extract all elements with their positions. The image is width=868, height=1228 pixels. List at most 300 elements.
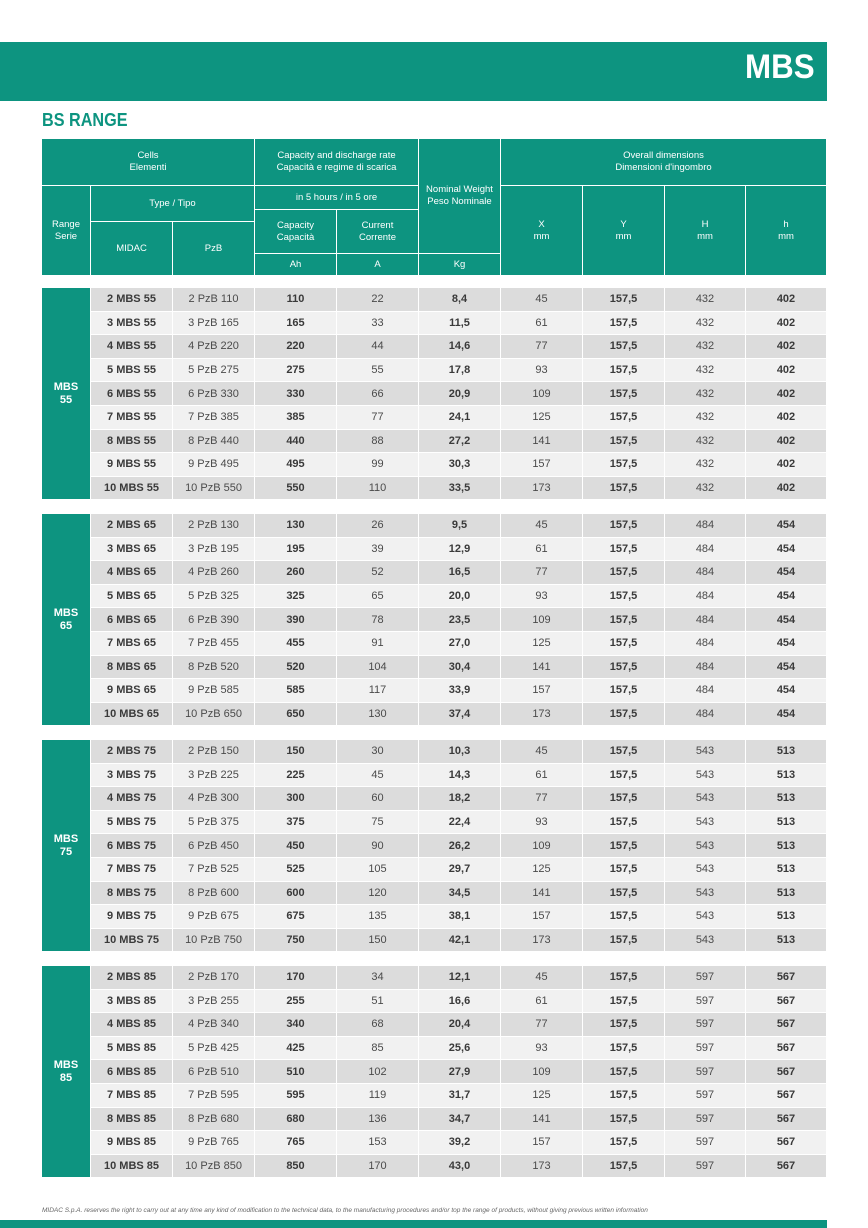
- table-cell: 68: [337, 1013, 419, 1036]
- table-row: [91, 453, 827, 476]
- table-cell: 141: [501, 430, 583, 453]
- brand-title: MBS: [745, 48, 815, 86]
- table-cell: 109: [501, 382, 583, 405]
- table-cell: 402: [746, 335, 827, 358]
- table-cell: 27,2: [419, 430, 501, 453]
- table-cell: 157,5: [583, 453, 665, 476]
- table-cell: 4 MBS 75: [91, 787, 173, 810]
- table-cell: 585: [255, 679, 337, 702]
- table-cell: 157,5: [583, 585, 665, 608]
- table-cell: 136: [337, 1108, 419, 1131]
- table-cell: 99: [337, 453, 419, 476]
- table-cell: 157,5: [583, 608, 665, 631]
- table-cell: 597: [665, 1084, 746, 1107]
- table-cell: 26,2: [419, 834, 501, 857]
- table-cell: 157,5: [583, 359, 665, 382]
- header-unit-a: A: [337, 254, 419, 276]
- table-cell: 567: [746, 1037, 827, 1060]
- table-cell: 550: [255, 477, 337, 500]
- table-cell: 402: [746, 430, 827, 453]
- table-cell: 513: [746, 811, 827, 834]
- table-cell: 45: [501, 288, 583, 311]
- header-unit-ah: Ah: [255, 254, 337, 276]
- table-cell: 55: [337, 359, 419, 382]
- table-cell: 31,7: [419, 1084, 501, 1107]
- table-cell: 300: [255, 787, 337, 810]
- table-cell: 3 MBS 55: [91, 312, 173, 335]
- table-row: [91, 632, 827, 655]
- table-cell: 543: [665, 882, 746, 905]
- table-cell: 850: [255, 1155, 337, 1178]
- table-cell: 595: [255, 1084, 337, 1107]
- table-cell: 27,0: [419, 632, 501, 655]
- table-cell: 4 PzB 300: [173, 787, 255, 810]
- header-pzb: PzB: [173, 222, 255, 276]
- table-cell: 454: [746, 632, 827, 655]
- table-cell: 5 MBS 85: [91, 1037, 173, 1060]
- table-cell: 543: [665, 787, 746, 810]
- table-cell: 567: [746, 1108, 827, 1131]
- table-cell: 675: [255, 905, 337, 928]
- table-cell: 402: [746, 453, 827, 476]
- table-cell: 425: [255, 1037, 337, 1060]
- table-cell: 61: [501, 312, 583, 335]
- table-cell: 9 PzB 765: [173, 1131, 255, 1154]
- table-cell: 157,5: [583, 1060, 665, 1083]
- table-cell: 432: [665, 359, 746, 382]
- table-cell: 484: [665, 514, 746, 537]
- table-cell: 7 MBS 55: [91, 406, 173, 429]
- table-cell: 22: [337, 288, 419, 311]
- table-cell: 110: [337, 477, 419, 500]
- table-row: [91, 1084, 827, 1107]
- table-cell: 5 MBS 65: [91, 585, 173, 608]
- table-cell: 432: [665, 382, 746, 405]
- table-cell: 10 MBS 85: [91, 1155, 173, 1178]
- table-cell: 8 MBS 65: [91, 656, 173, 679]
- table-cell: 402: [746, 406, 827, 429]
- table-cell: 16,5: [419, 561, 501, 584]
- table-cell: 42,1: [419, 929, 501, 952]
- table-cell: 454: [746, 656, 827, 679]
- table-row: [91, 1037, 827, 1060]
- table-cell: 513: [746, 882, 827, 905]
- table-cell: 117: [337, 679, 419, 702]
- table-cell: 170: [337, 1155, 419, 1178]
- table-cell: 8 PzB 520: [173, 656, 255, 679]
- table-cell: 102: [337, 1060, 419, 1083]
- table-cell: 330: [255, 382, 337, 405]
- table-cell: 130: [255, 514, 337, 537]
- table-cell: 173: [501, 477, 583, 500]
- table-cell: 20,4: [419, 1013, 501, 1036]
- table-cell: 157: [501, 905, 583, 928]
- table-cell: 120: [337, 882, 419, 905]
- table-cell: 109: [501, 608, 583, 631]
- table-cell: 750: [255, 929, 337, 952]
- table-cell: 484: [665, 561, 746, 584]
- table-cell: 650: [255, 703, 337, 726]
- table-cell: 10 MBS 55: [91, 477, 173, 500]
- table-cell: 60: [337, 787, 419, 810]
- table-cell: 85: [337, 1037, 419, 1060]
- table-cell: 157,5: [583, 1155, 665, 1178]
- table-cell: 12,9: [419, 538, 501, 561]
- table-cell: 25,6: [419, 1037, 501, 1060]
- table-cell: 765: [255, 1131, 337, 1154]
- table-cell: 454: [746, 679, 827, 702]
- table-cell: 52: [337, 561, 419, 584]
- table-cell: 157,5: [583, 1131, 665, 1154]
- table-cell: 119: [337, 1084, 419, 1107]
- table-cell: 51: [337, 990, 419, 1013]
- table-cell: 195: [255, 538, 337, 561]
- table-cell: 9 MBS 65: [91, 679, 173, 702]
- table-row: [91, 335, 827, 358]
- table-cell: 61: [501, 538, 583, 561]
- table-cell: 9 PzB 675: [173, 905, 255, 928]
- table-cell: 3 PzB 225: [173, 764, 255, 787]
- table-cell: 220: [255, 335, 337, 358]
- table-cell: 484: [665, 656, 746, 679]
- range-label: MBS 65: [42, 514, 90, 725]
- table-cell: 33: [337, 312, 419, 335]
- table-cell: 33,9: [419, 679, 501, 702]
- table-cell: 3 MBS 75: [91, 764, 173, 787]
- table-cell: 157,5: [583, 811, 665, 834]
- table-cell: 567: [746, 990, 827, 1013]
- table-cell: 513: [746, 740, 827, 763]
- table-cell: 4 PzB 260: [173, 561, 255, 584]
- table-cell: 454: [746, 608, 827, 631]
- table-cell: 2 MBS 75: [91, 740, 173, 763]
- table-cell: 8 PzB 440: [173, 430, 255, 453]
- table-cell: 9 MBS 85: [91, 1131, 173, 1154]
- table-row: [91, 929, 827, 952]
- table-cell: 16,6: [419, 990, 501, 1013]
- table-cell: 157,5: [583, 1084, 665, 1107]
- table-cell: 402: [746, 382, 827, 405]
- table-row: [91, 312, 827, 335]
- table-cell: 61: [501, 764, 583, 787]
- table-cell: 9 PzB 585: [173, 679, 255, 702]
- table-cell: 34: [337, 966, 419, 989]
- table-cell: 7 MBS 65: [91, 632, 173, 655]
- table-cell: 440: [255, 430, 337, 453]
- table-cell: 597: [665, 1013, 746, 1036]
- table-cell: 484: [665, 703, 746, 726]
- table-cell: 43,0: [419, 1155, 501, 1178]
- table-cell: 375: [255, 811, 337, 834]
- table-row: [91, 966, 827, 989]
- table-cell: 10 PzB 550: [173, 477, 255, 500]
- disclaimer: MIDAC S.p.A. reserves the right to carry out at any time any kind of modification to the technical data, to the manufacturing procedures and/or top the range of products, without giving previous written information: [42, 1207, 648, 1214]
- table-cell: 2 MBS 55: [91, 288, 173, 311]
- table-cell: 385: [255, 406, 337, 429]
- table-cell: 513: [746, 834, 827, 857]
- table-cell: 8 PzB 680: [173, 1108, 255, 1131]
- table-cell: 597: [665, 1037, 746, 1060]
- table-cell: 513: [746, 764, 827, 787]
- table-cell: 6 MBS 55: [91, 382, 173, 405]
- table-cell: 105: [337, 858, 419, 881]
- table-cell: 8,4: [419, 288, 501, 311]
- table-cell: 450: [255, 834, 337, 857]
- table-cell: 4 MBS 65: [91, 561, 173, 584]
- range-label: MBS 85: [42, 966, 90, 1177]
- table-cell: 150: [337, 929, 419, 952]
- table-row: [91, 382, 827, 405]
- table-cell: 91: [337, 632, 419, 655]
- table-cell: 10 PzB 850: [173, 1155, 255, 1178]
- table-cell: 340: [255, 1013, 337, 1036]
- table-cell: 6 PzB 330: [173, 382, 255, 405]
- table-cell: 4 PzB 220: [173, 335, 255, 358]
- table-cell: 7 MBS 75: [91, 858, 173, 881]
- table-cell: 27,9: [419, 1060, 501, 1083]
- table-cell: 45: [501, 740, 583, 763]
- table-cell: 225: [255, 764, 337, 787]
- table-cell: 125: [501, 1084, 583, 1107]
- table-cell: 543: [665, 764, 746, 787]
- table-cell: 165: [255, 312, 337, 335]
- table-cell: 5 PzB 375: [173, 811, 255, 834]
- table-row: [91, 1155, 827, 1178]
- table-cell: 11,5: [419, 312, 501, 335]
- table-cell: 23,5: [419, 608, 501, 631]
- table-cell: 88: [337, 430, 419, 453]
- header-cells: Cells Elementi: [42, 139, 255, 186]
- table-row: [91, 834, 827, 857]
- table-cell: 39,2: [419, 1131, 501, 1154]
- table-cell: 2 PzB 110: [173, 288, 255, 311]
- table-cell: 109: [501, 1060, 583, 1083]
- table-cell: 484: [665, 608, 746, 631]
- table-cell: 157: [501, 453, 583, 476]
- table-cell: 567: [746, 1013, 827, 1036]
- table-cell: 110: [255, 288, 337, 311]
- table-cell: 157,5: [583, 1037, 665, 1060]
- table-row: [91, 656, 827, 679]
- table-cell: 525: [255, 858, 337, 881]
- table-cell: 65: [337, 585, 419, 608]
- table-cell: 157,5: [583, 787, 665, 810]
- table-cell: 141: [501, 882, 583, 905]
- table-cell: 4 PzB 340: [173, 1013, 255, 1036]
- table-cell: 157,5: [583, 312, 665, 335]
- table-row: [91, 905, 827, 928]
- table-cell: 38,1: [419, 905, 501, 928]
- table-cell: 30,4: [419, 656, 501, 679]
- table-cell: 75: [337, 811, 419, 834]
- table-cell: 3 PzB 165: [173, 312, 255, 335]
- table-cell: 9,5: [419, 514, 501, 537]
- table-cell: 20,0: [419, 585, 501, 608]
- header-y: Y mm: [583, 186, 665, 276]
- table-cell: 7 PzB 525: [173, 858, 255, 881]
- table-cell: 125: [501, 632, 583, 655]
- header-H: H mm: [665, 186, 746, 276]
- table-cell: 157,5: [583, 477, 665, 500]
- table-cell: 432: [665, 335, 746, 358]
- table-row: [91, 561, 827, 584]
- table-cell: 7 PzB 455: [173, 632, 255, 655]
- table-cell: 141: [501, 1108, 583, 1131]
- table-row: [91, 811, 827, 834]
- table-cell: 93: [501, 811, 583, 834]
- table-cell: 141: [501, 656, 583, 679]
- table-cell: 157,5: [583, 430, 665, 453]
- table-cell: 2 MBS 65: [91, 514, 173, 537]
- table-cell: 543: [665, 929, 746, 952]
- table-row: [91, 430, 827, 453]
- table-cell: 432: [665, 406, 746, 429]
- table-cell: 157,5: [583, 929, 665, 952]
- table-cell: 30: [337, 740, 419, 763]
- table-cell: 8 PzB 600: [173, 882, 255, 905]
- table-cell: 454: [746, 538, 827, 561]
- table-cell: 597: [665, 990, 746, 1013]
- table-cell: 543: [665, 858, 746, 881]
- header-type: Type / Tipo: [91, 186, 255, 222]
- table-cell: 432: [665, 477, 746, 500]
- table-cell: 157: [501, 1131, 583, 1154]
- table-cell: 390: [255, 608, 337, 631]
- table-cell: 157,5: [583, 632, 665, 655]
- table-cell: 26: [337, 514, 419, 537]
- table-cell: 6 MBS 75: [91, 834, 173, 857]
- table-cell: 6 PzB 390: [173, 608, 255, 631]
- table-cell: 157,5: [583, 538, 665, 561]
- table-cell: 9 PzB 495: [173, 453, 255, 476]
- table-row: [91, 288, 827, 311]
- table-cell: 157,5: [583, 335, 665, 358]
- table-cell: 135: [337, 905, 419, 928]
- footer-bar: [0, 1220, 827, 1228]
- table-cell: 173: [501, 703, 583, 726]
- table-cell: 325: [255, 585, 337, 608]
- header-dimensions: Overall dimensions Dimensioni d'ingombro: [501, 139, 827, 186]
- table-cell: 93: [501, 1037, 583, 1060]
- table-row: [91, 787, 827, 810]
- table-cell: 454: [746, 561, 827, 584]
- table-row: [91, 585, 827, 608]
- table-cell: 14,3: [419, 764, 501, 787]
- table-cell: 9 MBS 75: [91, 905, 173, 928]
- table-row: [91, 679, 827, 702]
- table-cell: 402: [746, 312, 827, 335]
- table-cell: 5 PzB 275: [173, 359, 255, 382]
- table-cell: 2 MBS 85: [91, 966, 173, 989]
- table-cell: 30,3: [419, 453, 501, 476]
- table-cell: 10 MBS 65: [91, 703, 173, 726]
- table-cell: 109: [501, 834, 583, 857]
- table-cell: 157: [501, 679, 583, 702]
- table-cell: 6 PzB 450: [173, 834, 255, 857]
- table-cell: 680: [255, 1108, 337, 1131]
- table-cell: 125: [501, 858, 583, 881]
- table-cell: 484: [665, 585, 746, 608]
- table-cell: 3 MBS 85: [91, 990, 173, 1013]
- table-cell: 510: [255, 1060, 337, 1083]
- table-cell: 157,5: [583, 288, 665, 311]
- table-cell: 520: [255, 656, 337, 679]
- table-cell: 513: [746, 858, 827, 881]
- table-cell: 17,8: [419, 359, 501, 382]
- table-cell: 567: [746, 1060, 827, 1083]
- table-cell: 275: [255, 359, 337, 382]
- table-row: [91, 740, 827, 763]
- table-cell: 597: [665, 1155, 746, 1178]
- table-cell: 77: [501, 1013, 583, 1036]
- table-cell: 495: [255, 453, 337, 476]
- table-cell: 597: [665, 1060, 746, 1083]
- table-cell: 157,5: [583, 740, 665, 763]
- table-cell: 18,2: [419, 787, 501, 810]
- table-cell: 597: [665, 1131, 746, 1154]
- table-cell: 39: [337, 538, 419, 561]
- table-cell: 61: [501, 990, 583, 1013]
- table-cell: 173: [501, 929, 583, 952]
- table-cell: 6 MBS 65: [91, 608, 173, 631]
- table-row: [91, 1013, 827, 1036]
- header-range: Range Serie: [42, 186, 91, 276]
- table-cell: 10,3: [419, 740, 501, 763]
- table-cell: 597: [665, 1108, 746, 1131]
- table-cell: 8 MBS 85: [91, 1108, 173, 1131]
- table-cell: 77: [501, 335, 583, 358]
- table-cell: 2 PzB 130: [173, 514, 255, 537]
- table-row: [91, 990, 827, 1013]
- table-row: [91, 1131, 827, 1154]
- table-cell: 2 PzB 150: [173, 740, 255, 763]
- table-cell: 33,5: [419, 477, 501, 500]
- table-cell: 157,5: [583, 703, 665, 726]
- table-cell: 567: [746, 1155, 827, 1178]
- table-cell: 157,5: [583, 679, 665, 702]
- table-cell: 130: [337, 703, 419, 726]
- table-cell: 12,1: [419, 966, 501, 989]
- table-cell: 600: [255, 882, 337, 905]
- table-cell: 2 PzB 170: [173, 966, 255, 989]
- table-cell: 24,1: [419, 406, 501, 429]
- table-cell: 402: [746, 477, 827, 500]
- table-cell: 45: [337, 764, 419, 787]
- table-cell: 513: [746, 929, 827, 952]
- table-cell: 157,5: [583, 656, 665, 679]
- table-row: [91, 703, 827, 726]
- header-capacity: Capacity Capacità: [255, 210, 337, 254]
- table-cell: 454: [746, 585, 827, 608]
- table-cell: 20,9: [419, 382, 501, 405]
- table-cell: 513: [746, 787, 827, 810]
- table-cell: 3 PzB 195: [173, 538, 255, 561]
- header-current: Current Corrente: [337, 210, 419, 254]
- table-cell: 402: [746, 288, 827, 311]
- table-row: [91, 608, 827, 631]
- table-cell: 3 MBS 65: [91, 538, 173, 561]
- table-cell: 125: [501, 406, 583, 429]
- table-row: [91, 359, 827, 382]
- table-cell: 44: [337, 335, 419, 358]
- table-cell: 432: [665, 288, 746, 311]
- table-cell: 170: [255, 966, 337, 989]
- table-cell: 4 MBS 85: [91, 1013, 173, 1036]
- table-cell: 157,5: [583, 966, 665, 989]
- table-cell: 432: [665, 430, 746, 453]
- header-banner: [0, 42, 827, 101]
- header-hours: in 5 hours / in 5 ore: [255, 186, 419, 210]
